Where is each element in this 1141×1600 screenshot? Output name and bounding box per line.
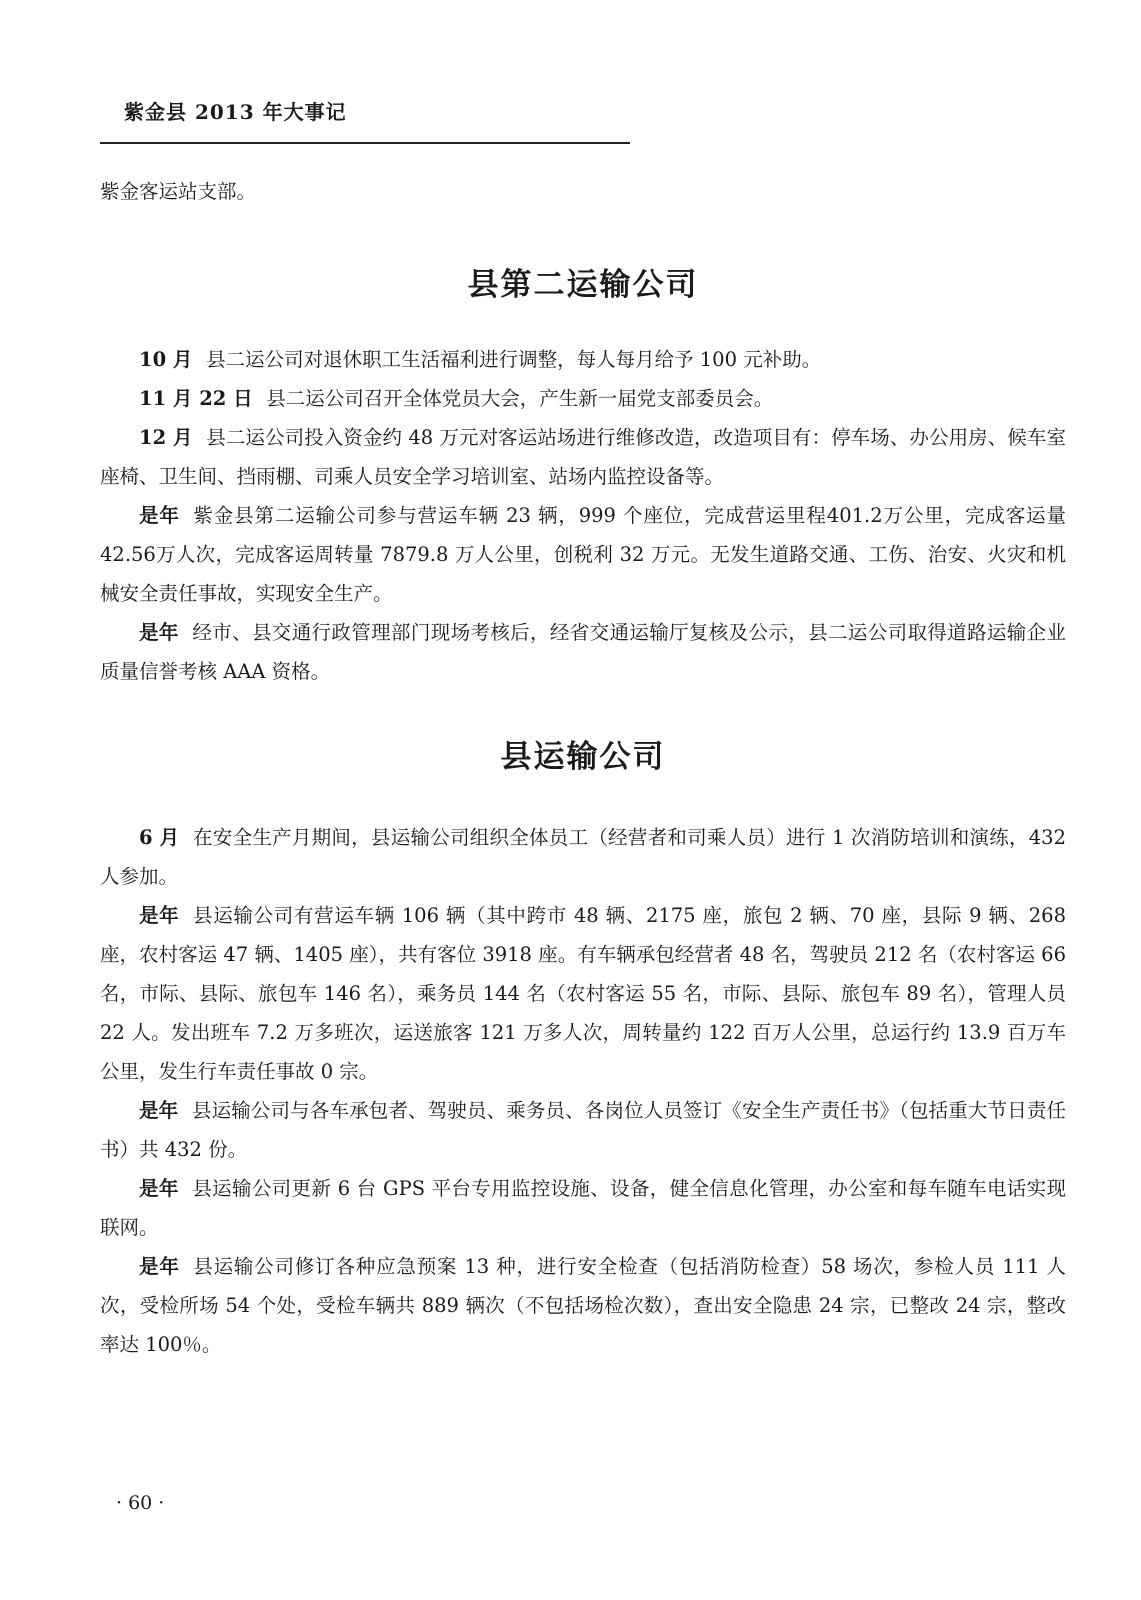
entry-date: 12 月: [139, 426, 193, 449]
entry: [100, 613, 1066, 691]
entry-date: 6 月: [139, 826, 180, 849]
entry-text: 县二运公司投入资金约 48 万元对客运站场进行维修改造，改造项目有：停车场、办公用房、候车室座椅、卫生间、挡雨棚、司乘人员安全学习培训室、站场内监控设备等。: [100, 426, 1066, 488]
entry: [100, 1169, 1066, 1247]
entry-text: 县运输公司有营运车辆 106 辆（其中跨市 48 辆、2175 座，旅包 2 辆、70 座，县际 9 辆、268 座，农村客运 47 辆、1405 座），共有客位 3918 座。有车辆承包经营者 48 名，驾驶员 212 名（农村客运 66 名，市际、县际、旅包车 146 名），乘务员 144 名（农村客运 55 名，市际、县际、旅包车 89 名），管理人员 22 人。发出班车 7.2 万多班次，运送旅客 121 万多人次，周转量约 122 百万人公里，总运行约 13.9 百万车公里，发生行车责任事故 0 宗。: [100, 904, 1066, 1083]
section-heading-second-transport: 县第二运输公司: [467, 267, 699, 303]
entry-text: 县运输公司更新 6 台 GPS 平台专用监控设施、设备，健全信息化管理，办公室和每车随车电话实现联网。: [100, 1177, 1066, 1239]
entry-text: 紫金县第二运输公司参与营运车辆 23 辆，999 个座位，完成营运里程401.2万公里，完成客运量42.56万人次，完成客运周转量 7879.8 万人公里，创税利 32 万元。无发生道路交通、工伤、治安、火灾和机械安全责任事故，实现安全生产。: [100, 504, 1066, 605]
entry: [100, 340, 1066, 379]
header-rule: [100, 142, 630, 144]
entry: [100, 496, 1066, 613]
entry-date: 是年: [139, 1177, 179, 1200]
page-content: [100, 172, 1066, 1364]
entry-date: 是年: [139, 904, 180, 927]
section-heading-transport: 县运输公司: [500, 739, 666, 775]
entry: [100, 1091, 1066, 1169]
entry-date: 是年: [139, 621, 179, 644]
entry-text: 县运输公司修订各种应急预案 13 种，进行安全检查（包括消防检查）58 场次，参检人员 111 人次，受检所场 54 个处，受检车辆共 889 辆次（不包括场检次数），查出安全隐患 24 宗，已整改 24 宗，整改率达 100％。: [100, 1255, 1066, 1356]
entry-date: 是年: [139, 1099, 179, 1122]
entry-date: 是年: [139, 1255, 180, 1278]
entry-date: 10 月: [139, 348, 193, 371]
entry: [100, 896, 1066, 1091]
entry-text: 经市、县交通行政管理部门现场考核后，经省交通运输厅复核及公示，县二运公司取得道路运输企业质量信誉考核 AAA 资格。: [100, 621, 1066, 683]
entry-text: 县二运公司对退休职工生活福利进行调整，每人每月给予 100 元补助。: [206, 348, 822, 371]
entry: [100, 379, 1066, 418]
entry: [100, 1247, 1066, 1364]
entry-text: 在安全生产月期间，县运输公司组织全体员工（经营者和司乘人员）进行 1 次消防培训和演练，432 人参加。: [100, 826, 1066, 888]
running-header: 紫金县 2013 年大事记: [124, 100, 347, 124]
entry: [100, 818, 1066, 896]
entry-text: 县二运公司召开全体党员大会，产生新一届党支部委员会。: [266, 387, 774, 410]
entry-date: 11 月 22 日: [139, 387, 253, 410]
entry-date: 是年: [139, 504, 180, 527]
page-number: · 60 ·: [116, 1492, 165, 1514]
entry-text: 县运输公司与各车承包者、驾驶员、乘务员、各岗位人员签订《安全生产责任书》（包括重大节日责任书）共 432 份。: [100, 1099, 1066, 1161]
intro-line: 紫金客运站支部。: [100, 180, 257, 203]
entry: [100, 418, 1066, 496]
